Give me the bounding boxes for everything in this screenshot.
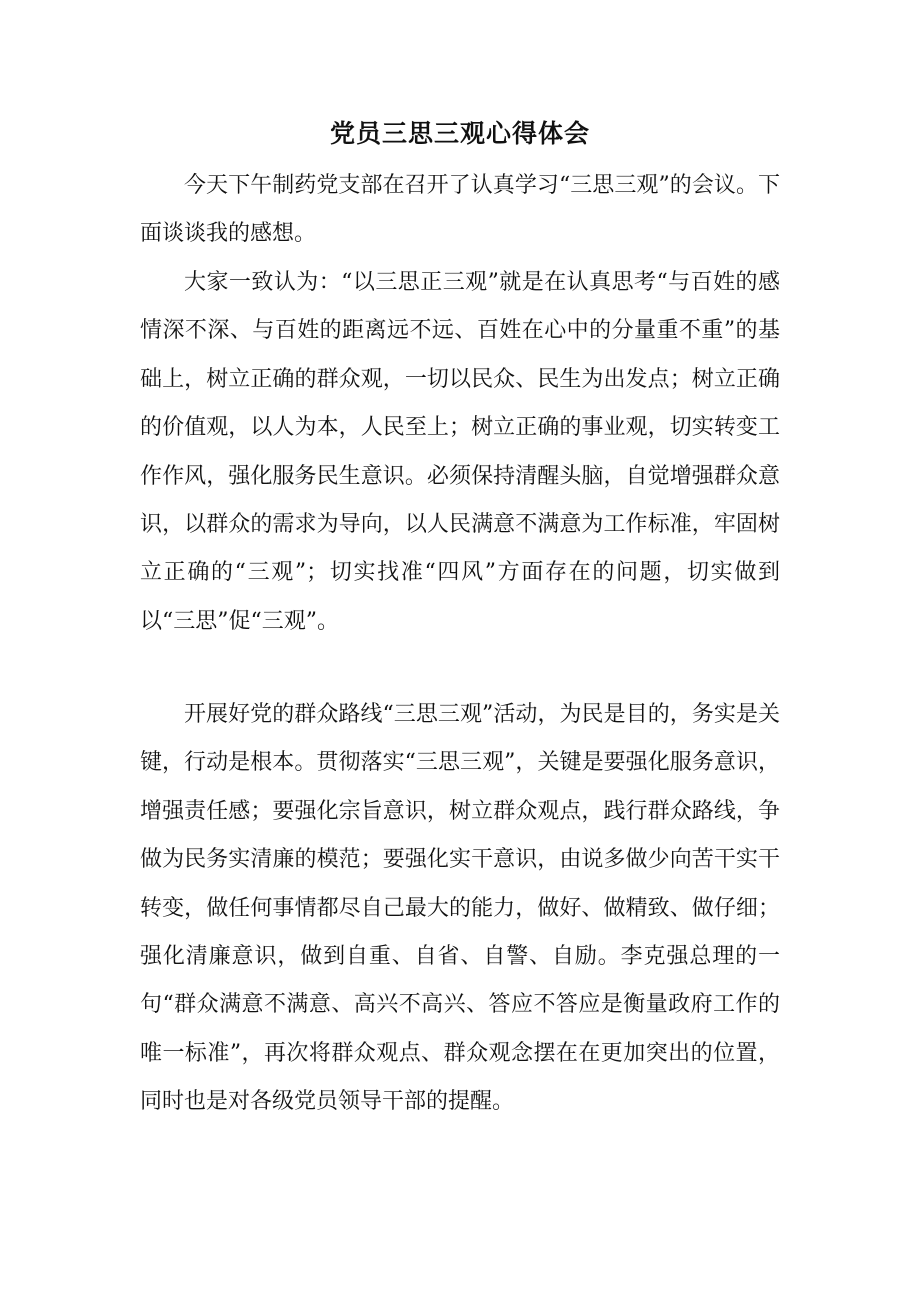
paragraph-2: 大家一致认为：“以三思正三观”就是在认真思考“与百姓的感情深不深、与百姓的距离远不远、百姓在心中的分量重不重”的基础上，树立正确的群众观，一切以民众、民生为出发点；树立正确的价值观，以人为本，人民至上；树立正确的事业观，切实转变工作作风，强化服务民生意识。必须保持清醒头脑，自觉增强群众意识，以群众的需求为导向，以人民满意不满意为工作标准，牢固树立正确的“三观”；切实找准“四风”方面存在的问题，切实做到以“三思”促“三观”。 xyxy=(140,270,780,634)
document-title: 党员三思三观心得体会 xyxy=(329,119,590,148)
paragraph-1: 今天下午制药党支部在召开了认真学习“三思三观”的会议。下面谈谈我的感想。 xyxy=(140,173,780,247)
paragraph-3: 开展好党的群众路线“三思三观”活动，为民是目的，务实是关键，行动是根本。贯彻落实“三思三观”，关键是要强化服务意识，增强责任感；要强化宗旨意识，树立群众观点，践行群众路线，争做为民务实清廉的模范；要强化实干意识，由说多做少向苦干实干转变，做任何事情都尽自己最大的能力，做好、做精致、做仔细；强化清廉意识，做到自重、自省、自警、自励。李克强总理的一句“群众满意不满意、高兴不高兴、答应不答应是衡量政府工作的唯一标准”，再次将群众观点、群众观念摆在在更加突出的位置，同时也是对各级党员领导干部的提醒。 xyxy=(140,702,780,1115)
